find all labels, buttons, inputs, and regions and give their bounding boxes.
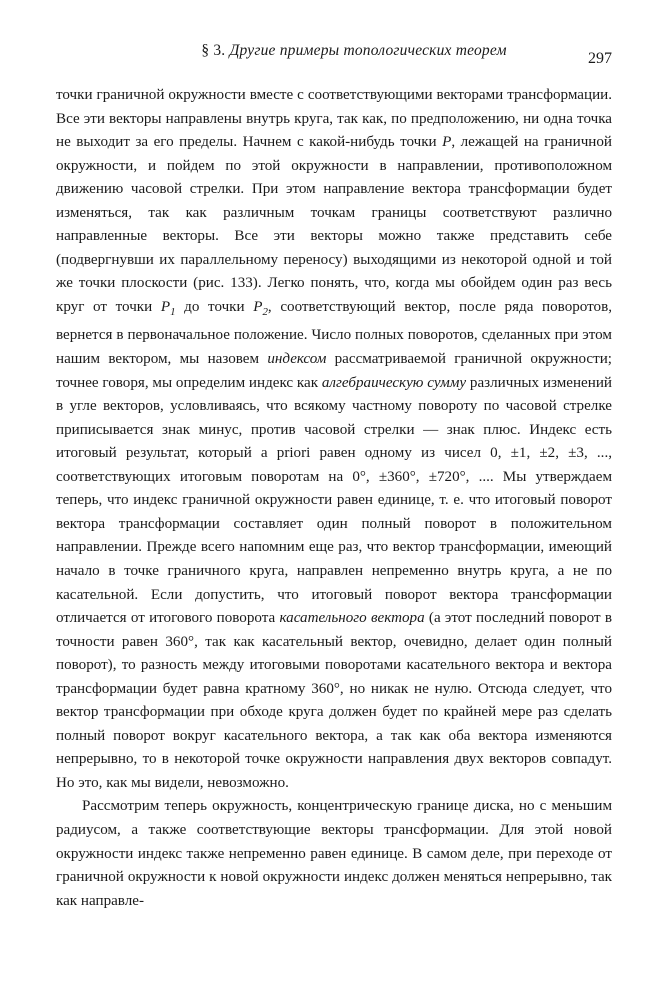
section-mark: § 3. [201,42,226,59]
paragraph-1: точки граничной окружности вместе с соответствующими векторами трансформации. Все эти векторы направлены внутрь круга, так как, по предположению, ни одна точка не выходит за его пределы. Начнем с какой-нибудь точки P, лежащей на граничной окружности, и пойдем по этой окружности в направлении, противоположном движению часовой стрелки. При этом направление вектора трансформации будет изменяться, так как различным точкам границы соответствуют различно направленные векторы. Все эти векторы можно также представить себе (подвергнувши их параллельному переносу) выходящими из некоторой одной и той же точки плоскости (рис. 133). Легко понять, что, когда мы обойдем один раз весь круг от точки $P_1$ до точки $P_2$, соответствующий вектор, после ряда поворотов, вернется в первоначальное положение. Число полных поворотов, сделанных при этом нашим вектором, мы назовем индексом рассматриваемой граничной окружности; точнее говоря, мы определим индекс как алгебраическую сумму различных изменений в угле векторов, условливаясь, что всякому частному повороту по часовой стрелке приписывается знак минус, против часовой стрелки — знак плюс. Индекс есть итоговый результат, который a priori равен одному из чисел 0, ±1, ±2, ±3, ..., соответствующих итоговым поворотам на 0°, ±360°, ±720°, .... Мы утверждаем теперь, что индекс граничной окружности равен единице, т. е. что итоговый поворот вектора трансформации составляет один полный поворот в положительном направлении. Прежде всего напомним еще раз, что вектор трансформации, имеющий начало в точке граничного круга, направлен непременно внутрь круга, а не по касательной. Если допустить, что итоговый поворот вектора трансформации отличается от итогового поворота касательного вектора (а этот последний поворот в точности равен 360°, так как касательный вектор, очевидно, делает один полный поворот), то разность между итоговыми поворотами касательного вектора и вектора трансформации будет равна кратному 360°, но никак не нулю. Отсюда следует, что вектор трансформации при обходе круга должен будет по крайней мере раз сделать полный поворот вокруг касательного вектора, а так как оба вектора изменяются непрерывно, то в некоторой точке окружности направления двух векторов совпадут. Но это, как мы видели, невозможно. [56,87,613,791]
page-header [56,42,612,68]
page-number: 297 [588,50,612,67]
paragraph-2: Рассмотрим теперь окружность, концентрическую границе диска, но с меньшим радиусом, а также соответствующие векторы трансформации. Для этой новой окружности индекс также непременно равен единице. В самом деле, при переходе от граничной окружности к новой окружности индекс должен меняться непрерывно, так как направле- [56,798,612,909]
running-head-title: Другие примеры топологических теорем [229,42,507,59]
running-head [161,42,506,60]
body-text [56,84,612,913]
